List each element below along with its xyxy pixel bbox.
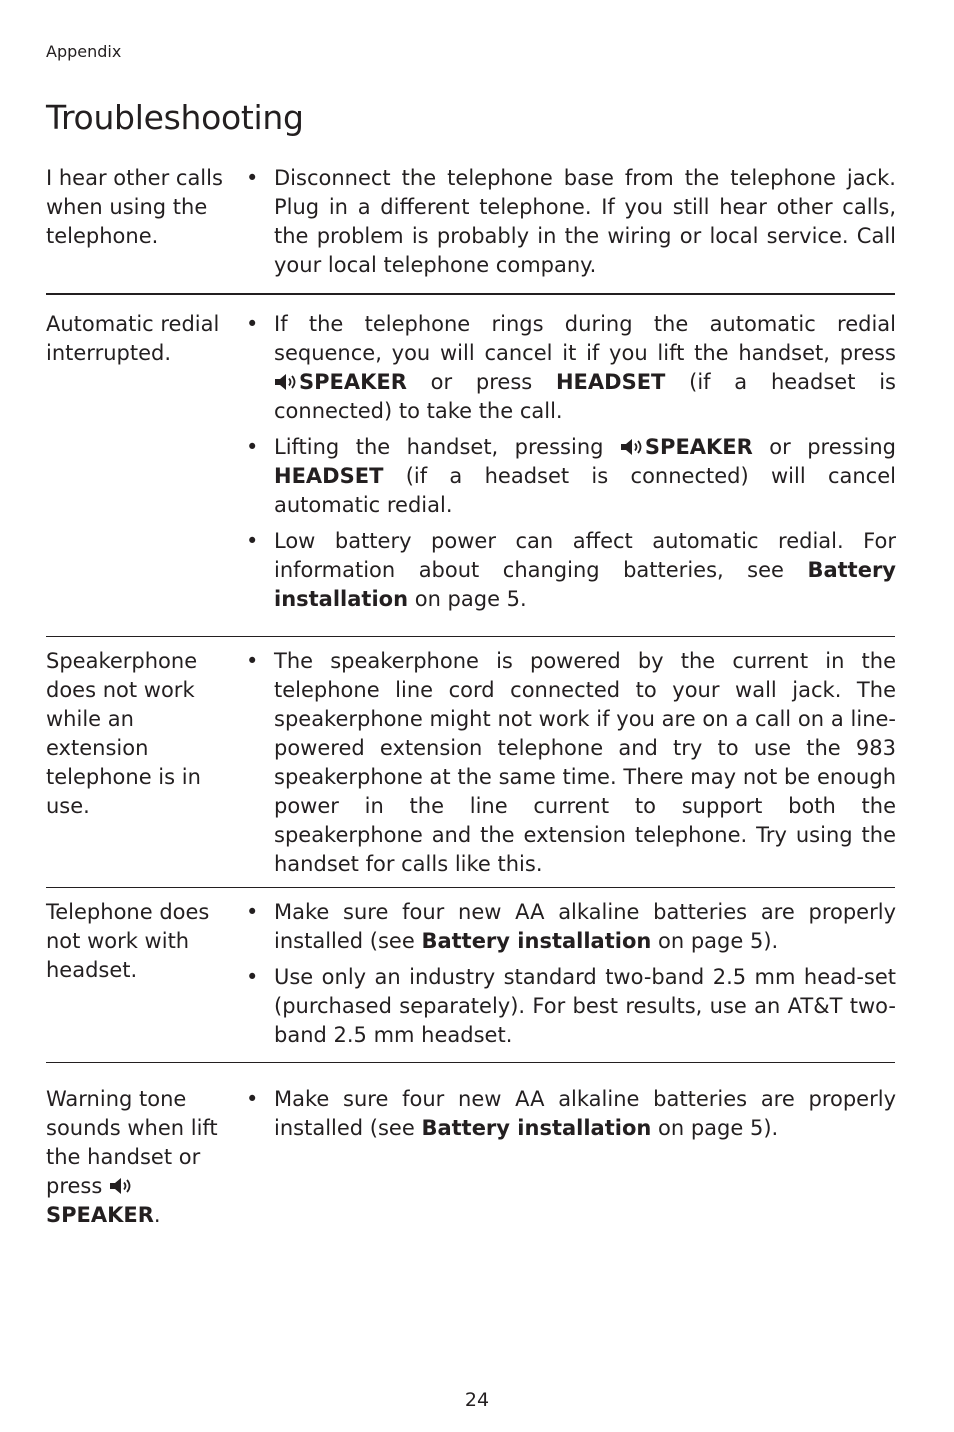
text-segment: Low battery power can affect automatic redial. For information about changing batteries, see: [274, 529, 896, 582]
text-segment: Use only an industry standard two-band 2.5 mm head-set (purchased separately). For best results, use an AT&T two-band 2.5 mm headset.: [274, 965, 896, 1047]
solution-list: [246, 1085, 896, 1143]
text-segment: or pressing: [752, 435, 896, 459]
problem-description: I hear other calls when using the telephone.: [46, 166, 223, 248]
bullet-marker: •: [246, 166, 259, 190]
solution-item: [246, 433, 896, 520]
solution-item: [246, 647, 896, 879]
text-segment: (if a headset is connected) will cancel automatic redial.: [274, 464, 896, 517]
bold-term: SPEAKER: [299, 370, 407, 394]
text-segment: Warning tone sounds when lift the handset or press: [46, 1087, 218, 1198]
text-segment: on page 5).: [651, 1116, 779, 1140]
bullet-marker: •: [246, 900, 259, 924]
bold-term: SPEAKER: [644, 435, 753, 459]
solution-list: [246, 164, 896, 280]
text-segment: on page 5).: [651, 929, 779, 953]
text-segment: on page 5.: [408, 587, 527, 611]
bold-term: Battery installation: [421, 929, 652, 953]
solution-item: [246, 310, 896, 426]
row-divider: [46, 887, 895, 888]
bullet-marker: •: [246, 529, 259, 553]
text-segment: If the telephone rings during the automatic redial sequence, you will cancel it if you lift the handset, press: [274, 312, 896, 365]
section-label: Appendix: [46, 42, 122, 61]
solution-item: [246, 963, 896, 1050]
text-segment: .: [153, 1203, 161, 1227]
solution-item: [246, 164, 896, 280]
text-segment: or press: [406, 370, 556, 394]
problem-description: Automatic redial interrupted.: [46, 312, 220, 365]
speaker-icon: [274, 373, 298, 391]
page-title: Troubleshooting: [46, 98, 304, 137]
bullet-marker: •: [246, 965, 259, 989]
bold-term: SPEAKER: [46, 1203, 154, 1227]
solution-list: [246, 898, 896, 1050]
bold-term: HEADSET: [274, 464, 384, 488]
solution-list: [246, 310, 896, 614]
text-segment: Disconnect the telephone base from the telephone jack. Plug in a different telephone. If you still hear other calls, the problem is probably in the wiring or local service. Call your local telephone company.: [274, 166, 896, 277]
bold-term: HEADSET: [555, 370, 666, 394]
solution-item: [246, 527, 896, 614]
text-segment: Make sure four new AA alkaline batteries are properly installed (see: [274, 900, 896, 953]
row-divider: [46, 293, 895, 295]
speaker-icon: [620, 438, 644, 456]
speaker-icon: [109, 1177, 133, 1195]
bold-term: Battery installation: [274, 558, 896, 611]
bullet-marker: •: [246, 649, 259, 673]
bullet-marker: •: [246, 435, 259, 459]
solution-item: [246, 898, 896, 956]
text-segment: (if a headset is connected) to take the call.: [274, 370, 896, 423]
page-number: 24: [464, 1389, 490, 1411]
text-segment: The speakerphone is powered by the current in the telephone line cord connected to your wall jack. The speakerphone might not work if you are on a call on a line-powered extension telephone and try to use the 983 speakerphone at the same time. There may not be enough power in the line current to support both the speakerphone and the extension telephone. Try using the handset for calls like this.: [274, 649, 896, 876]
bullet-marker: •: [246, 1087, 259, 1111]
row-divider: [46, 636, 895, 637]
bold-term: Battery installation: [421, 1116, 652, 1140]
solution-item: [246, 1085, 896, 1143]
problem-description: Speakerphone does not work while an extension telephone is in use.: [46, 649, 201, 818]
solution-list: [246, 647, 896, 879]
problem-description: Telephone does not work with headset.: [46, 900, 210, 982]
row-divider: [46, 1062, 895, 1063]
bullet-marker: •: [246, 312, 259, 336]
text-segment: Lifting the handset, pressing: [274, 435, 620, 459]
problem-description: [46, 1085, 236, 1230]
text-segment: Make sure four new AA alkaline batteries are properly installed (see: [274, 1087, 896, 1140]
